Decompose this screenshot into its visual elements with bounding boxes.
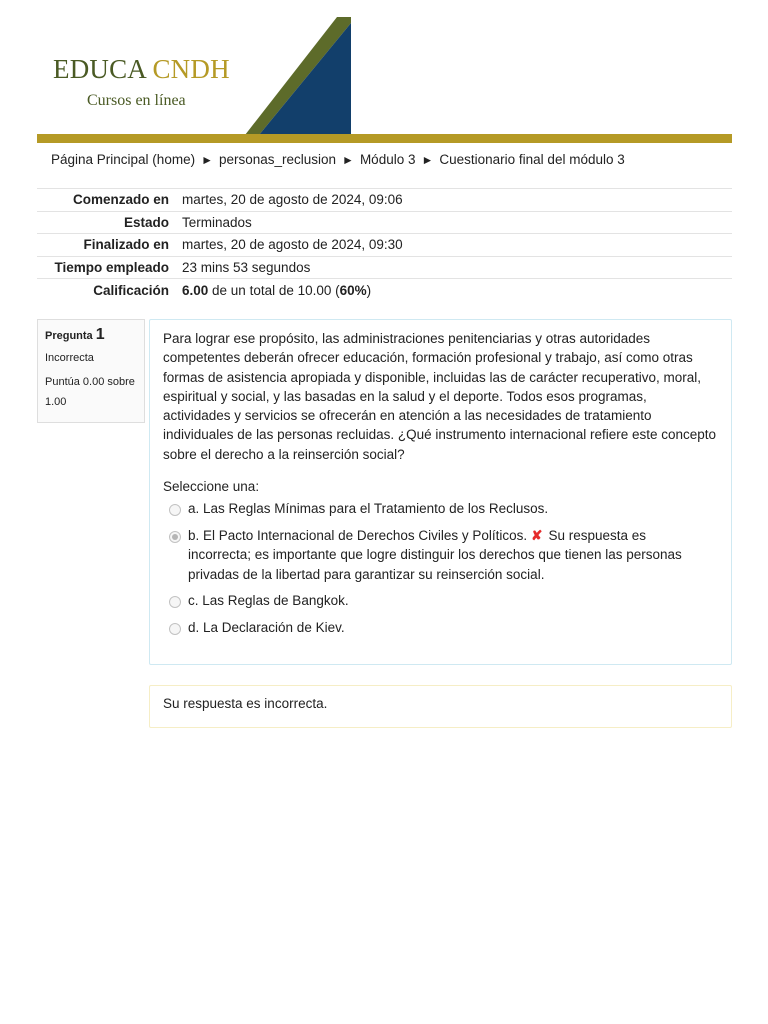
question-number [45,326,137,344]
radio-button-selected[interactable] [169,531,181,543]
answer-label: b. El Pacto Internacional de Derechos Civiles y Políticos. [188,527,528,543]
summary-label: Calificación [93,282,169,298]
question-marks: Puntúa 0.00 sobre 1.00 [45,376,135,408]
question-text: Para lograr ese propósito, las administraciones penitenciarias y otras autoridades competentes deberán ofrecer educación, formación profesional y trabajo, así como otras formas de asistencia apropiada y disponible, incluidas las de carácter recuperativo, moral, espiritual y social, y las basadas en la salud y el deporte. Todos esos programas, actividades y servicios se ofrecerán en atención a las necesidades de tratamiento individuales de las personas recluidas. ¿Qué instrumento internacional refiere este concepto sobre el derecho a la reinserción social? [163,331,717,462]
summary-value: martes, 20 de agosto de 2024, 09:06 [182,192,403,208]
breadcrumb-course[interactable]: personas_reclusion [218,152,337,167]
general-feedback-box [149,685,732,728]
answer-list [163,499,718,637]
summary-row-finished [37,234,732,257]
question-info-box [37,319,145,423]
summary-row-state [37,212,732,235]
grade-value [182,283,371,298]
logo-graphic-icon [245,17,351,135]
site-tagline: Cursos en línea [87,92,186,109]
summary-row-started [37,189,732,212]
summary-label: Estado [123,214,169,230]
breadcrumb-module[interactable]: Módulo 3 [359,152,416,167]
question-number-value: 1 [95,326,105,343]
summary-label: Finalizado en [83,237,169,253]
breadcrumb-home[interactable]: Página Principal (home) [51,152,196,167]
breadcrumb-separator: ► [342,153,354,167]
answer-option-c[interactable] [163,591,718,611]
summary-value: Terminados [182,214,252,230]
summary-row-grade [37,279,732,302]
grade-score: 6.00 [182,282,209,298]
radio-button[interactable] [169,596,181,608]
radio-button[interactable] [169,504,181,516]
summary-label: Tiempo empleado [54,259,169,275]
brand-accent: CNDH [152,54,230,84]
header-divider-bar [37,134,732,143]
answer-label: d. La Declaración de Kiev. [188,619,345,635]
answer-specific-feedback: Su respuesta es incorrecta; es importante que logre distinguir los derechos que tienen las personas privadas de la libertad para garantizar su reinserción social. [188,527,682,582]
site-header [37,17,732,143]
summary-label: Comenzado en [72,192,169,208]
general-feedback-text: Su respuesta es incorrecta. [163,696,328,711]
cross-icon: ✘ [531,527,543,543]
breadcrumb-separator: ► [201,153,213,167]
answer-option-a[interactable] [163,499,718,519]
question-state: Incorrecta [45,352,94,364]
summary-row-time-taken [37,257,732,280]
breadcrumb [51,152,625,167]
question-content-box [149,319,732,665]
answer-label: a. Las Reglas Mínimas para el Tratamiento de los Reclusos. [188,501,549,517]
grade-total: de un total de 10.00 ( [208,282,340,298]
summary-value: martes, 20 de agosto de 2024, 09:30 [182,237,403,253]
answer-label: c. Las Reglas de Bangkok. [188,593,349,609]
grade-percent: 60% [339,282,367,298]
summary-value: 23 mins 53 segundos [182,259,311,275]
brand-main: EDUCA [53,54,146,84]
grade-close: ) [366,282,372,298]
attempt-summary-table [37,188,732,302]
radio-button[interactable] [169,623,181,635]
breadcrumb-separator: ► [421,153,434,167]
answer-option-d[interactable] [163,618,718,638]
answer-prompt: Seleccione una: [163,479,260,495]
question-label: Pregunta [45,330,93,342]
breadcrumb-quiz[interactable]: Cuestionario final del módulo 3 [439,152,625,167]
answer-label-with-feedback [188,526,688,585]
answer-option-b[interactable] [163,526,718,585]
site-logo-text[interactable] [53,54,230,85]
